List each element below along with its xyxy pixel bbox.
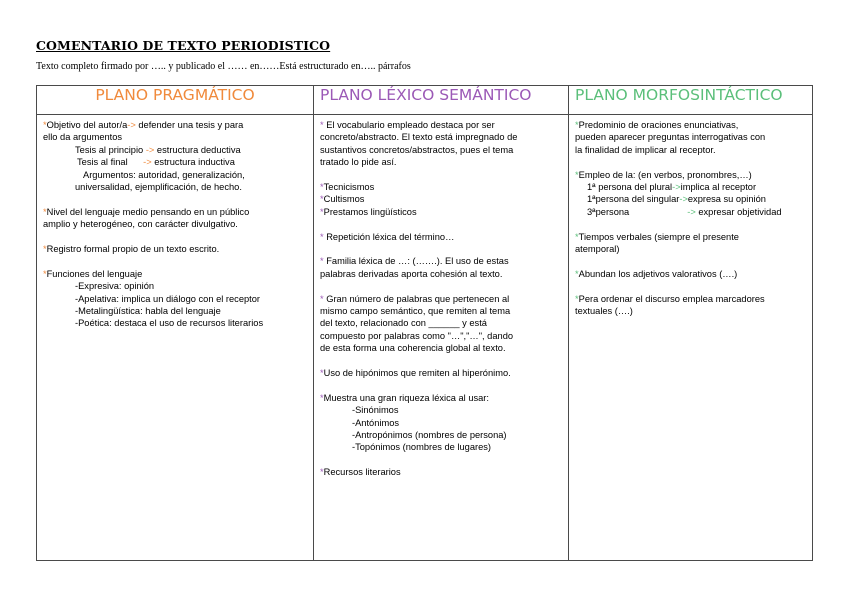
registro-line — [43, 243, 309, 255]
text: expresar objetividad — [695, 206, 782, 217]
content-row — [37, 115, 813, 561]
funcion-metalinguistica: -Metalingüística: habla del lenguaje — [75, 306, 221, 317]
text: Registro formal propio de un texto escrito. — [46, 244, 220, 255]
bullet-asterisk: * — [575, 169, 579, 180]
campo-line-3: del texto, relacionado con ______ y está — [320, 318, 487, 329]
text: implica al receptor — [680, 182, 757, 193]
arrow-icon: -> — [127, 120, 136, 130]
tercera-persona — [575, 206, 808, 218]
bullet-asterisk: * — [320, 120, 324, 130]
cell-morfo — [569, 115, 813, 561]
argumentos-line: Argumentos: autoridad, generalización, — [83, 169, 245, 180]
marcadores-line-2: textuales (….) — [575, 306, 633, 317]
tesis-principio — [43, 144, 309, 156]
text: Empleo de la: (en verbos, pronombres,…) — [578, 169, 752, 180]
text: Tiempos verbales (siempre el presente — [578, 231, 739, 242]
tiempos-line-2: atemporal) — [575, 244, 620, 255]
bullet-asterisk: * — [575, 231, 579, 242]
hiponimos-line — [320, 367, 564, 379]
text: Tesis al final — [77, 157, 128, 168]
text: Pera ordenar el discurso emplea marcadores — [578, 293, 765, 304]
predominio-line-3: la finalidad de implicar al receptor. — [575, 144, 716, 155]
bullet-asterisk: * — [43, 120, 47, 130]
text: 1ª persona del plural — [587, 182, 673, 193]
arrow-icon: -> — [672, 182, 681, 193]
nivel-line-2: amplio y heterogéneo, con carácter divulgativo. — [43, 219, 238, 230]
bullet-asterisk: * — [320, 231, 324, 242]
campo-line — [320, 293, 564, 305]
riqueza-antroponimos: -Antropónimos (nombres de persona) — [352, 430, 507, 441]
recursos-line — [320, 466, 564, 478]
tecnicismos-line — [320, 181, 564, 193]
bullet-asterisk: * — [320, 293, 324, 304]
arrow-icon: -> — [145, 144, 155, 155]
adjetivos-line — [575, 268, 808, 280]
text: Tecnicismos — [323, 182, 375, 193]
empleo-line — [575, 169, 808, 181]
persona-singular — [575, 193, 808, 205]
familia-line-2: palabras derivadas aporta cohesión al texto. — [320, 268, 503, 279]
cell-pragmatico — [37, 115, 314, 561]
cell-lexico — [314, 115, 569, 561]
document-subtitle: Texto completo firmado por ….. y publicado el …… en……Está estructurado en….. párrafos — [36, 61, 411, 72]
campo-line-2: mismo campo semántico, que remiten al tema — [320, 306, 511, 317]
bullet-asterisk: * — [320, 467, 324, 478]
predominio-line — [575, 119, 808, 131]
text: estructura inductiva — [151, 157, 235, 168]
bullet-asterisk: * — [320, 256, 324, 267]
repeticion-line — [320, 231, 564, 243]
text: Prestamos lingüísticos — [323, 206, 417, 217]
objetivo-line — [43, 119, 309, 131]
riqueza-line — [320, 392, 564, 404]
arrow-icon: -> — [687, 206, 696, 217]
funcion-expresiva: -Expresiva: opinión — [75, 281, 155, 292]
funcion-poetica: -Poética: destaca el uso de recursos literarios — [75, 318, 264, 329]
familia-line — [320, 255, 564, 267]
text: 3ªpersona — [587, 206, 630, 217]
text: Nivel del lenguaje medio pensando en un público — [46, 206, 250, 217]
bullet-asterisk: * — [43, 268, 47, 279]
text: Predominio de oraciones enunciativas, — [578, 120, 739, 130]
text: estructura deductiva — [154, 144, 241, 155]
argumentos-line-2: universalidad, ejemplificación, de hecho. — [75, 182, 242, 193]
text: Familia léxica de …: (…….). El uso de estas — [326, 256, 509, 267]
tesis-final — [43, 156, 309, 168]
persona-plural — [575, 181, 808, 193]
bullet-asterisk: * — [575, 293, 579, 304]
document-title: COMENTARIO DE TEXTO PERIODISTICO — [36, 38, 331, 53]
text: Repetición léxica del término… — [326, 231, 455, 242]
bullet-asterisk: * — [320, 392, 324, 403]
text: Tesis al principio — [75, 144, 144, 155]
text: Recursos literarios — [323, 467, 401, 478]
cultismos-line — [320, 193, 564, 205]
campo-line-4: compuesto por palabras como "…","…", dando — [320, 330, 514, 341]
bullet-asterisk: * — [43, 206, 47, 217]
text: Uso de hipónimos que remiten al hiperónimo. — [323, 368, 511, 379]
vocab-line-3: sustantivos concretos/abstractos, pues el tema — [320, 144, 514, 155]
bullet-asterisk: * — [575, 120, 579, 130]
campo-line-5: de esta forma una coherencia global al texto. — [320, 343, 506, 354]
header-morfo: PLANO MORFOSINTÁCTICO — [569, 86, 813, 115]
riqueza-antonimos: -Antónimos — [352, 417, 400, 428]
tiempos-line — [575, 231, 808, 243]
text: Objetivo del autor/a — [46, 120, 128, 130]
bullet-asterisk: * — [320, 182, 324, 193]
bullet-asterisk: * — [320, 206, 324, 217]
arrow-icon: -> — [679, 194, 688, 205]
header-lexico: PLANO LÉXICO SEMÁNTICO — [314, 86, 569, 115]
header-pragmatico: PLANO PRAGMÁTICO — [37, 86, 314, 115]
vocab-line-4: tratado lo pide así. — [320, 157, 397, 168]
predominio-line-2: pueden aparecer preguntas interrogativas con — [575, 132, 766, 143]
bullet-asterisk: * — [320, 194, 324, 205]
riqueza-toponimos: -Topónimos (nombres de lugares) — [352, 442, 491, 453]
riqueza-sinonimos: -Sinónimos — [352, 405, 399, 416]
text: defender una tesis y para — [135, 120, 244, 130]
funcion-apelativa: -Apelativa: implica un diálogo con el receptor — [75, 293, 261, 304]
text: 1ªpersona del singular — [587, 194, 680, 205]
text: Funciones del lenguaje — [46, 268, 143, 279]
text: Cultismos — [323, 194, 365, 205]
bullet-asterisk: * — [575, 268, 579, 279]
vocab-line — [320, 119, 564, 131]
arrow-icon: -> — [143, 157, 152, 168]
header-row — [37, 86, 813, 115]
text: expresa su opinión — [687, 194, 766, 205]
nivel-line — [43, 206, 309, 218]
marcadores-line — [575, 293, 808, 305]
bullet-asterisk: * — [43, 244, 47, 255]
vocab-line-2: concreto/abstracto. El texto está impregnado de — [320, 132, 518, 143]
text: El vocabulario empleado destaca por ser — [326, 120, 495, 130]
text: Abundan los adjetivos valorativos (….) — [578, 268, 738, 279]
text: Muestra una gran riqueza léxica al usar: — [323, 392, 489, 403]
objetivo-line-2: ello da argumentos — [43, 132, 123, 143]
bullet-asterisk: * — [320, 368, 324, 379]
comment-table — [36, 85, 813, 561]
prestamos-line — [320, 206, 564, 218]
funciones-line — [43, 268, 309, 280]
text: Gran número de palabras que pertenecen al — [326, 293, 510, 304]
